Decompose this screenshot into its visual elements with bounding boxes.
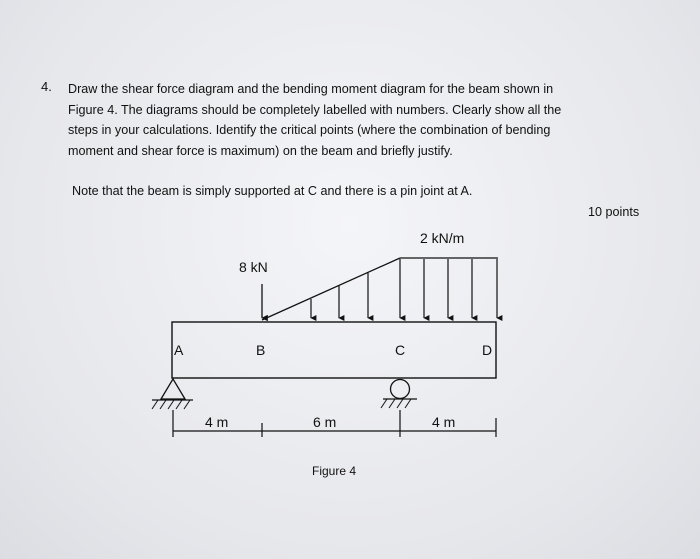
load-ramp-line [262, 258, 400, 320]
point-label-c: C [395, 342, 406, 358]
span-label-bc: 6 m [313, 414, 337, 430]
question-line-4: moment and shear force is maximum) on the beam and briefly justify. [68, 143, 453, 158]
beam [172, 322, 496, 378]
point-load-label: 8 kN [239, 259, 268, 275]
span-label-cd: 4 m [432, 414, 456, 430]
pin-support-a [152, 379, 193, 409]
question-line-1: Draw the shear force diagram and the bending moment diagram for the beam shown in [68, 82, 554, 96]
question-number: 4. [41, 79, 52, 94]
point-label-b: B [256, 342, 266, 358]
figure-caption: Figure 4 [312, 464, 357, 478]
roller-support-c [381, 380, 417, 409]
point-label-d: D [482, 342, 493, 358]
distributed-load-label: 2 kN/m [420, 230, 465, 246]
span-label-ab: 4 m [205, 414, 229, 430]
support-note: Note that the beam is simply supported at C and there is a pin joint at A. [72, 184, 473, 198]
distributed-load [262, 258, 498, 320]
question-line-2: Figure 4. The diagrams should be completely labelled with numbers. Clearly show all the [68, 102, 562, 117]
points-value: 10 points [588, 205, 640, 219]
question-line-3: steps in your calculations. Identify the critical points (where the combination of bending [68, 123, 551, 137]
point-label-a: A [174, 342, 184, 358]
